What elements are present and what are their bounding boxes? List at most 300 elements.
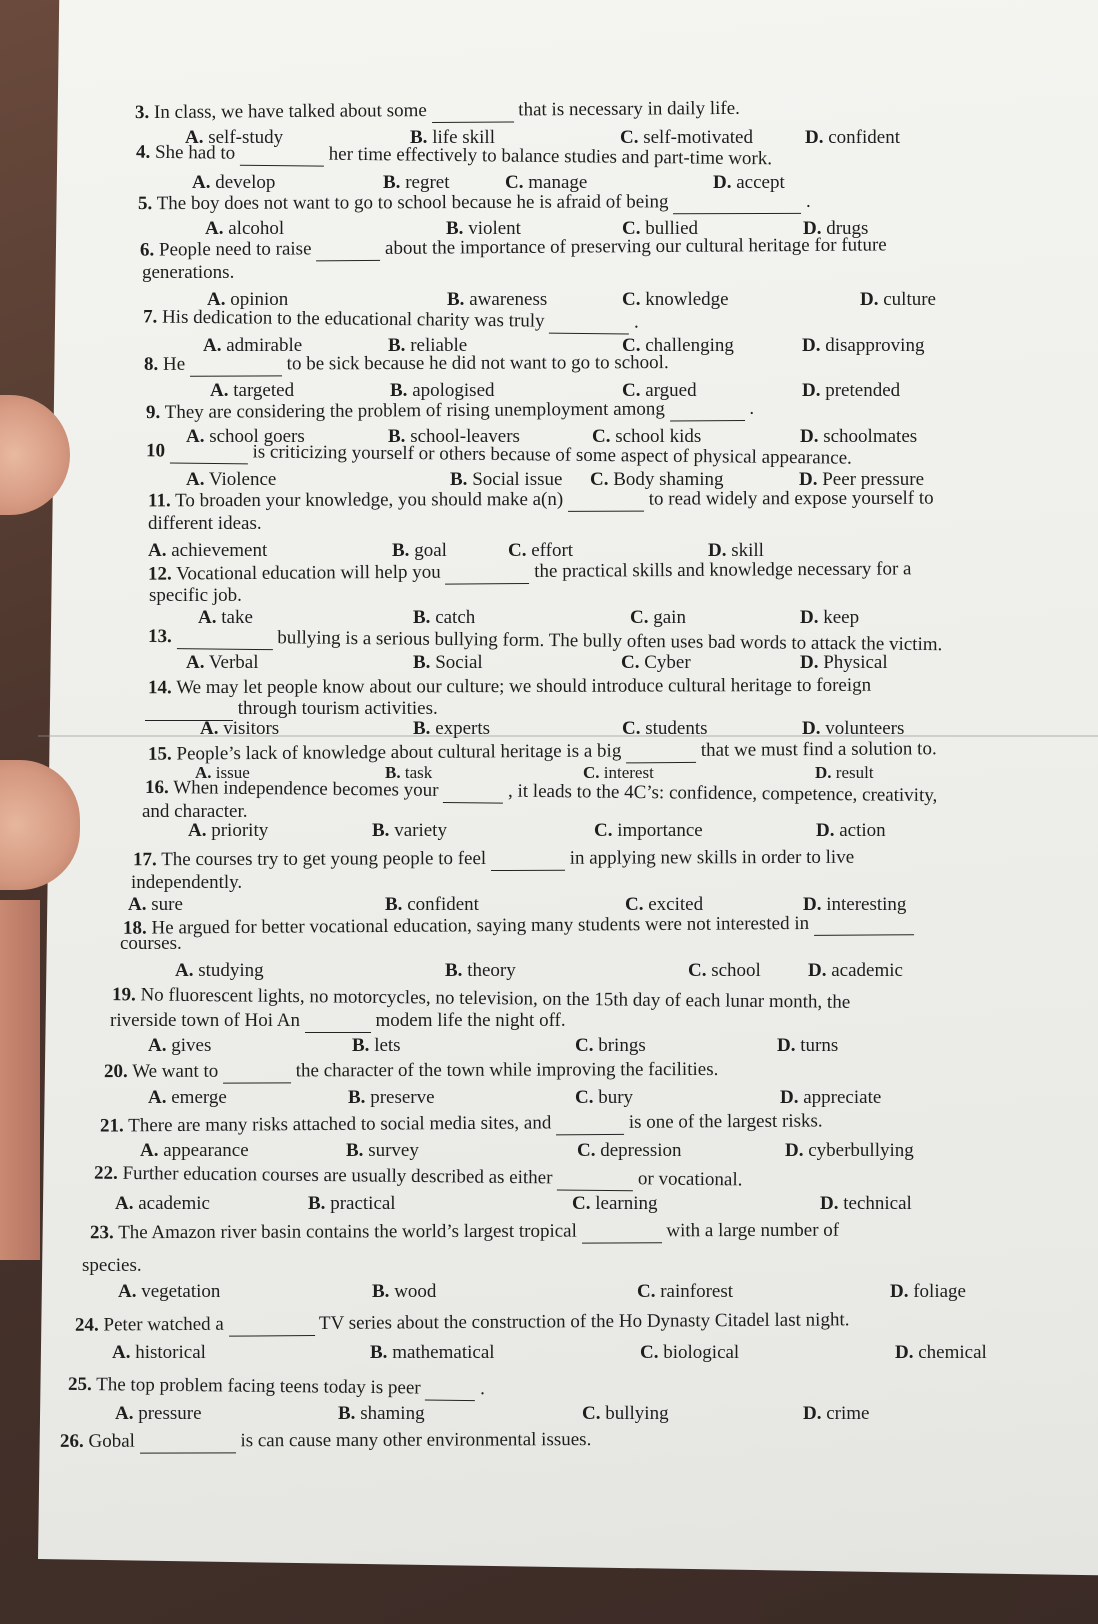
option-text: gain (653, 607, 686, 628)
option-letter: A. (210, 380, 229, 401)
option-c[interactable] (572, 1193, 658, 1215)
option-a[interactable] (186, 652, 259, 674)
option-text: volunteers (825, 718, 905, 739)
question-text-after: in applying new skills in order to live (569, 846, 855, 869)
answer-blank[interactable] (445, 561, 529, 585)
answer-blank[interactable] (431, 99, 513, 123)
answer-blank[interactable] (673, 191, 801, 214)
option-d[interactable] (890, 1281, 966, 1303)
option-d[interactable] (800, 607, 859, 629)
option-letter: D. (802, 718, 821, 739)
question-text-continued: and character. (142, 801, 248, 822)
question-18-continuation (120, 933, 182, 955)
answer-blank[interactable] (228, 1313, 314, 1337)
question-text-after: about the importance of preserving our cultural heritage for future (384, 234, 887, 259)
question-text-continued: specific job. (149, 585, 242, 606)
question-number: 6. (139, 239, 155, 261)
question-number: 24. (74, 1314, 99, 1336)
option-letter: B. (413, 652, 431, 673)
option-letter: B. (352, 1035, 370, 1056)
question-text-continued: courses. (120, 933, 182, 954)
option-text: self-study (208, 127, 284, 148)
question-text-after: TV series about the construction of the Ho Dynasty Citadel last night. (318, 1309, 850, 1334)
option-letter: D. (815, 763, 832, 782)
option-letter: C. (505, 172, 524, 193)
option-letter: C. (575, 1087, 594, 1108)
answer-blank[interactable] (240, 143, 324, 167)
question-number: 13. (147, 625, 172, 648)
option-text: rainforest (660, 1281, 734, 1302)
option-letter: C. (583, 763, 600, 782)
question-text-continued: independently. (131, 872, 243, 893)
option-a[interactable] (118, 1281, 220, 1303)
option-letter: D. (800, 607, 819, 628)
option-letter: A. (148, 1035, 167, 1056)
option-text: historical (135, 1342, 206, 1363)
question-24 (75, 1309, 850, 1337)
question-text-before: The Amazon river basin contains the world’s largest tropical (118, 1220, 577, 1244)
question-9 (146, 398, 754, 425)
question-text-continued-after: modem life the night off. (375, 1010, 566, 1031)
question-number: 14. (147, 677, 172, 699)
option-a[interactable] (140, 1140, 249, 1162)
option-text: studying (198, 960, 264, 981)
option-text: experts (435, 718, 491, 739)
option-text: school (711, 960, 761, 981)
option-letter: A. (192, 172, 211, 193)
option-letter: C. (508, 540, 527, 561)
option-letter: C. (622, 289, 641, 310)
answer-blank[interactable] (556, 1112, 624, 1135)
question-number: 19. (111, 984, 136, 1006)
question-number: 11. (147, 490, 171, 512)
question-7 (143, 306, 639, 334)
option-a[interactable] (115, 1403, 202, 1425)
option-text: appearance (163, 1140, 249, 1161)
question-text-before: To broaden your knowledge, you should make a(n) (175, 488, 564, 512)
question-22 (94, 1163, 743, 1193)
option-d[interactable] (800, 652, 888, 674)
option-letter: C. (590, 469, 609, 490)
question-text-before: She had to (154, 141, 236, 164)
option-b[interactable] (413, 607, 475, 629)
option-letter: C. (640, 1342, 659, 1363)
option-c[interactable] (583, 763, 654, 783)
option-text: Body shaming (613, 469, 724, 490)
option-text: skill (731, 540, 764, 561)
option-text: chemical (918, 1342, 987, 1363)
question-text-after: to be sick because he did not want to go to school. (286, 352, 669, 375)
option-b[interactable] (372, 1281, 436, 1303)
option-d[interactable] (780, 1087, 881, 1109)
option-a[interactable] (188, 820, 268, 842)
option-a[interactable] (148, 1035, 211, 1057)
option-letter: A. (115, 1193, 134, 1214)
option-c[interactable] (508, 540, 573, 562)
option-letter: C. (582, 1403, 601, 1424)
option-d[interactable] (777, 1035, 838, 1057)
option-text: cyberbullying (808, 1140, 914, 1161)
question-text-after: . (480, 1378, 486, 1400)
option-text: lets (374, 1035, 401, 1056)
option-letter: B. (445, 960, 463, 981)
option-a[interactable] (112, 1342, 206, 1364)
option-text: opinion (230, 289, 289, 310)
question-5 (138, 191, 811, 216)
question-text-after: . (805, 190, 811, 212)
option-text: pretended (825, 380, 901, 401)
option-text: mathematical (392, 1342, 495, 1363)
option-letter: B. (338, 1403, 356, 1424)
option-d[interactable] (895, 1342, 987, 1364)
option-text: culture (883, 289, 936, 310)
option-text: knowledge (645, 289, 729, 310)
option-a[interactable] (200, 718, 279, 740)
option-d[interactable] (816, 820, 886, 842)
option-letter: A. (185, 127, 204, 148)
answer-blank[interactable] (316, 238, 380, 261)
option-text: theory (467, 960, 516, 981)
option-b[interactable] (370, 1342, 495, 1364)
question-25 (68, 1374, 485, 1401)
option-letter: A. (198, 607, 217, 628)
question-11-continuation (148, 513, 262, 535)
option-letter: C. (621, 652, 640, 673)
option-letter: C. (688, 960, 707, 981)
option-c[interactable] (637, 1281, 733, 1303)
option-a[interactable] (210, 380, 294, 402)
option-c[interactable] (620, 127, 753, 149)
option-a[interactable] (186, 469, 276, 491)
question-number: 18. (122, 917, 147, 939)
option-c[interactable] (688, 960, 761, 982)
option-letter: C. (592, 426, 611, 447)
answer-blank[interactable] (670, 398, 745, 422)
option-letter: C. (622, 335, 641, 356)
option-b[interactable] (372, 820, 447, 842)
question-23-continuation (82, 1255, 142, 1277)
question-number: 8. (143, 353, 159, 375)
answer-blank[interactable] (814, 912, 914, 936)
answer-blank[interactable] (223, 1060, 291, 1083)
option-letter: D. (777, 1035, 796, 1056)
answer-blank[interactable] (626, 740, 696, 763)
option-b[interactable] (450, 469, 562, 491)
question-number: 15. (147, 743, 172, 765)
question-19-continuation (110, 1010, 566, 1033)
option-text: survey (368, 1140, 419, 1161)
option-b[interactable] (447, 289, 547, 311)
option-text: Violence (208, 469, 277, 490)
option-text: depression (600, 1140, 682, 1161)
answer-blank[interactable] (491, 848, 565, 871)
option-c[interactable] (630, 607, 686, 629)
option-a[interactable] (175, 960, 264, 982)
option-letter: B. (372, 1281, 390, 1302)
option-c[interactable] (575, 1035, 646, 1057)
option-letter: A. (186, 469, 205, 490)
question-number: 3. (134, 102, 150, 124)
option-letter: A. (112, 1342, 131, 1363)
question-text-after: . (633, 311, 639, 333)
option-letter: A. (200, 718, 219, 739)
option-text: turns (800, 1035, 839, 1056)
question-text-before: He (162, 353, 186, 375)
option-text: appreciate (803, 1087, 882, 1108)
question-number: 12. (147, 563, 172, 585)
option-c[interactable] (594, 820, 703, 842)
option-text: crime (826, 1403, 870, 1424)
answer-blank[interactable] (140, 1430, 236, 1453)
option-letter: D. (890, 1281, 909, 1302)
option-d[interactable] (803, 1403, 870, 1425)
option-a[interactable] (115, 1193, 210, 1215)
answer-blank[interactable] (170, 441, 248, 465)
option-d[interactable] (802, 335, 924, 357)
option-a[interactable] (148, 540, 267, 562)
option-letter: A. (148, 540, 167, 561)
question-text-after: is one of the largest risks. (628, 1110, 823, 1133)
option-b[interactable] (383, 172, 450, 194)
option-d[interactable] (860, 289, 936, 311)
option-letter: B. (372, 820, 390, 841)
option-letter: D. (803, 1403, 822, 1424)
question-text-after: to read widely and expose yourself to (648, 487, 934, 510)
option-letter: A. (140, 1140, 159, 1161)
option-letter: C. (577, 1140, 596, 1161)
option-c[interactable] (622, 718, 708, 740)
option-b[interactable] (392, 540, 447, 562)
question-6 (140, 234, 887, 262)
question-12-continuation (149, 585, 242, 607)
option-b[interactable] (348, 1087, 435, 1109)
option-text: excited (648, 894, 704, 915)
question-17-continuation (131, 872, 242, 894)
question-number: 7. (142, 306, 158, 328)
question-text-before: We want to (132, 1060, 219, 1082)
question-3 (135, 98, 740, 125)
option-b[interactable] (308, 1193, 396, 1215)
option-letter: B. (388, 335, 406, 356)
question-text-after: is criticizing yourself or others because of some aspect of physical appearance. (252, 441, 852, 469)
option-text: wood (394, 1281, 437, 1302)
question-18 (123, 912, 914, 941)
option-text: variety (394, 820, 447, 841)
question-text-continued: different ideas. (148, 513, 262, 534)
option-letter: D. (802, 380, 821, 401)
option-letter: B. (346, 1140, 364, 1161)
option-letter: D. (780, 1087, 799, 1108)
question-12 (148, 558, 912, 586)
option-text: confident (828, 127, 900, 148)
answer-blank[interactable] (549, 311, 629, 335)
option-letter: D. (860, 289, 879, 310)
option-b[interactable] (346, 1140, 419, 1162)
option-c[interactable] (622, 289, 729, 311)
option-letter: A. (186, 652, 205, 673)
answer-blank[interactable] (568, 489, 644, 512)
option-letter: C. (625, 894, 644, 915)
option-text: academic (831, 960, 903, 981)
option-text: importance (617, 820, 703, 841)
option-d[interactable] (802, 380, 900, 402)
option-letter: B. (413, 607, 431, 628)
answer-blank[interactable] (582, 1220, 662, 1243)
question-21 (100, 1110, 823, 1138)
option-d[interactable] (802, 718, 904, 740)
question-text-before: Gobal (88, 1430, 135, 1452)
option-letter: B. (413, 718, 431, 739)
option-d[interactable] (808, 960, 903, 982)
question-number: 4. (135, 141, 151, 163)
question-text-after: , it leads to the 4C’s: confidence, competence, creativity, (507, 780, 938, 807)
option-text: drugs (826, 218, 869, 239)
option-letter: C. (575, 1035, 594, 1056)
option-c[interactable] (575, 1087, 633, 1109)
option-letter: B. (348, 1087, 366, 1108)
option-text: Social issue (472, 469, 563, 490)
option-c[interactable] (582, 1403, 669, 1425)
option-letter: A. (118, 1281, 137, 1302)
option-letter: C. (572, 1193, 591, 1214)
option-text: Physical (823, 652, 888, 673)
option-letter: A. (128, 894, 147, 915)
option-c[interactable] (625, 894, 703, 916)
question-number: 5. (137, 193, 153, 215)
question-text-before: They are considering the problem of rising unemployment among (164, 398, 665, 423)
question-number: 10 (145, 440, 166, 462)
option-letter: D. (803, 894, 822, 915)
question-10 (146, 440, 852, 470)
option-text: self-motivated (643, 127, 753, 148)
option-letter: D. (816, 820, 835, 841)
option-d[interactable] (815, 763, 874, 783)
option-letter: A. (175, 960, 194, 981)
option-text: reliable (410, 335, 468, 356)
answer-blank[interactable] (557, 1167, 633, 1191)
option-a[interactable] (148, 1087, 227, 1109)
option-letter: C. (620, 127, 639, 148)
question-text-continued: through tourism activities. (237, 698, 438, 719)
option-text: awareness (469, 289, 548, 310)
question-text-after: that is necessary in daily life. (518, 97, 740, 121)
question-text-after: her time effectively to balance studies and part-time work. (328, 143, 773, 170)
option-d[interactable] (785, 1140, 914, 1162)
option-letter: D. (799, 469, 818, 490)
option-text: keep (823, 607, 860, 628)
question-text-before: No fluorescent lights, no motorcycles, no television, on the 15th day of each lunar month, the (140, 984, 851, 1013)
option-c[interactable] (640, 1342, 739, 1364)
option-letter: A. (188, 820, 207, 841)
question-20 (104, 1059, 718, 1084)
option-b[interactable] (390, 380, 495, 402)
option-text: achievement (171, 540, 268, 561)
option-text: visitors (223, 718, 280, 739)
question-number: 16. (144, 776, 169, 799)
question-number: 23. (89, 1222, 114, 1244)
question-text-before: The boy does not want to go to school because he is afraid of being (156, 191, 669, 215)
option-letter: D. (820, 1193, 839, 1214)
option-letter: C. (594, 820, 613, 841)
question-text-before: People’s lack of knowledge about cultural heritage is a big (176, 740, 622, 765)
answer-blank[interactable] (190, 353, 282, 376)
option-letter: B. (383, 172, 401, 193)
option-text: pressure (138, 1403, 202, 1424)
question-11 (148, 488, 934, 514)
option-text: academic (138, 1193, 210, 1214)
question-text-after: that we must find a solution to. (700, 738, 937, 761)
question-text-before: We may let people know about our culture; we should introduce cultural heritage to foreign (176, 674, 872, 699)
option-letter: C. (622, 718, 641, 739)
question-text-continued: riverside town of Hoi An (110, 1010, 300, 1031)
option-b[interactable] (445, 960, 516, 982)
option-c[interactable] (577, 1140, 682, 1162)
question-text-after: with a large number of (666, 1219, 840, 1242)
question-number: 20. (103, 1060, 128, 1083)
option-letter: D. (785, 1140, 804, 1161)
option-letter: D. (708, 540, 727, 561)
option-text: priority (211, 820, 269, 841)
option-letter: D. (800, 426, 819, 447)
option-a[interactable] (128, 894, 183, 916)
option-letter: B. (385, 763, 401, 782)
option-text: preserve (370, 1087, 435, 1108)
option-text: action (839, 820, 886, 841)
option-b[interactable] (413, 718, 490, 740)
question-text-before: Peter watched a (103, 1313, 224, 1336)
option-text: goal (414, 540, 447, 561)
option-letter: A. (115, 1403, 134, 1424)
question-text-continued: species. (82, 1255, 142, 1276)
answer-blank[interactable] (443, 780, 503, 804)
option-text: challenging (645, 335, 734, 356)
answer-blank[interactable] (176, 626, 272, 650)
question-text-after: the practical skills and knowledge necessary for a (534, 558, 912, 582)
option-c[interactable] (621, 652, 691, 674)
option-text: disapproving (825, 335, 925, 356)
question-number: 17. (132, 849, 157, 871)
option-text: Social (435, 652, 483, 673)
option-a[interactable] (205, 218, 284, 240)
option-letter: B. (450, 469, 468, 490)
option-d[interactable] (800, 426, 917, 448)
question-text-after: is can cause many other environmental issues. (240, 1429, 592, 1452)
option-text: foliage (913, 1281, 966, 1302)
option-letter: C. (622, 218, 641, 239)
option-a[interactable] (192, 172, 275, 194)
option-text: schoolmates (823, 426, 918, 447)
question-26 (60, 1429, 591, 1454)
option-d[interactable] (805, 127, 900, 149)
option-letter: A. (205, 218, 224, 239)
question-text-after: bullying is a serious bullying form. The bully often uses bad words to attack the victim. (277, 627, 943, 656)
question-text-continued: generations. (142, 262, 235, 283)
option-text: admirable (226, 335, 303, 356)
question-text-after: or vocational. (637, 1168, 743, 1191)
option-d[interactable] (820, 1193, 912, 1215)
option-b[interactable] (352, 1035, 401, 1057)
question-number: 26. (59, 1430, 84, 1452)
option-b[interactable] (385, 894, 479, 916)
answer-blank[interactable] (425, 1378, 475, 1402)
option-letter: A. (203, 335, 222, 356)
option-b[interactable] (338, 1403, 425, 1425)
option-text: bury (598, 1087, 634, 1108)
answer-blank[interactable] (305, 1010, 371, 1033)
question-14-continuation (145, 698, 438, 721)
option-b[interactable] (413, 652, 483, 674)
option-text: accept (736, 172, 785, 193)
